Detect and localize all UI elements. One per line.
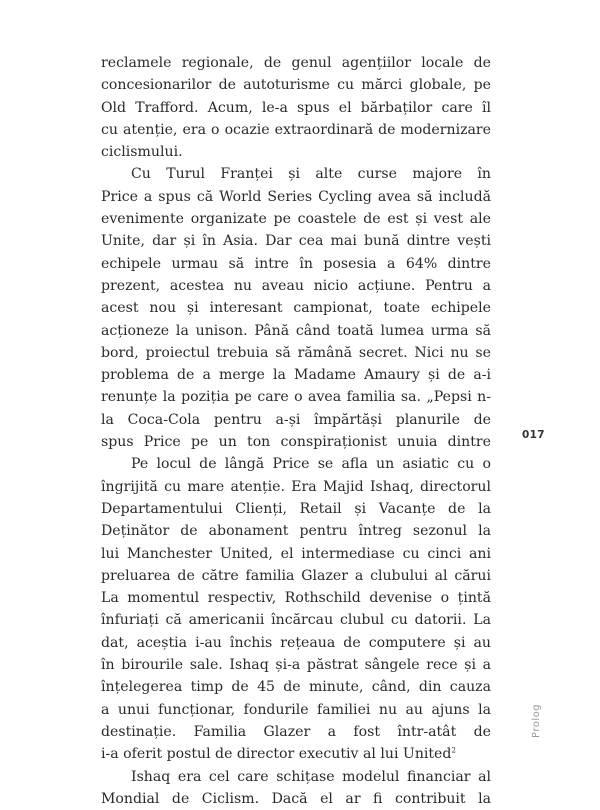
text-line (101, 743, 491, 765)
text-line: Unite, dar și în Asia. Dar cea mai bună dintre vești (101, 233, 491, 250)
text-line: Pe locul de lângă Price se afla un asiatic cu o (131, 456, 491, 473)
text-line: problema de a merge la Madame Amaury și de a-i (101, 367, 491, 384)
running-head: Prolog (531, 703, 542, 738)
text-line: Old Trafford. Acum, le-a spus el bărbaților care îl (101, 99, 491, 116)
body-text (101, 52, 491, 810)
text-line: reclamele regionale, de genul agențiilor locale de (101, 55, 491, 71)
text-line: destinație. Familia Glazer a fost într-atât de (101, 723, 491, 740)
text-line: ciclismului. (101, 144, 183, 161)
text-line: Departamentului Clienți, Retail și Vacanțe de la (101, 500, 491, 517)
text-line: acționeze la unison. Până când toată lumea urma să (101, 322, 491, 339)
text-line: Deținător de abonament pentru întreg sezonul la (101, 523, 491, 540)
text-line: lui Manchester United, el intermediase cu cinci ani (101, 545, 491, 562)
text-line: bord, proiectul trebuia să rămână secret. Nici nu se (101, 344, 491, 361)
text-line: Price a spus că World Series Cycling avea să includă (101, 188, 491, 205)
page-number: 017 (522, 429, 545, 441)
text-line: prezent, acestea nu aveau nicio acțiune. Pentru a (101, 277, 491, 294)
text-line: dat, aceștia i-au închis rețeaua de computere și au (101, 634, 491, 651)
text-line-content: i-a oferit postul de director executiv al lui United (101, 746, 452, 763)
text-line: a unui funcționar, fondurile familiei nu au ajuns la (101, 701, 491, 718)
text-line: La momentul respectiv, Rothschild devenise o țintă (101, 590, 491, 607)
footnote-reference[interactable]: 2 (451, 746, 456, 755)
text-line: Mondial de Ciclism. Dacă el ar fi contribuit la (101, 790, 491, 807)
text-line: înfuriați că americanii încărcau clubul cu datorii. La (101, 612, 491, 629)
text-line: Ishaq era cel care schițase modelul financiar al (131, 768, 491, 785)
text-line: acest nou și interesant campionat, toate echipele (101, 300, 491, 317)
text-line: înțelegerea timp de 45 de minute, când, din cauza (101, 679, 491, 696)
text-line: renunțe la poziția pe care o avea familia sa. „Pepsi n- (101, 389, 491, 406)
text-line: concesionarilor de autoturisme cu mărci globale, pe (101, 77, 491, 94)
text-line: Cu Turul Franței și alte curse majore în (131, 166, 491, 183)
text-line: preluarea de către familia Glazer a clubului al cărui (101, 567, 491, 584)
text-line: echipele urmau să intre în posesia a 64% dintre (101, 255, 491, 272)
text-line: în birourile sale. Ishaq și-a păstrat sângele rece și a (101, 657, 491, 674)
text-line: îngrijită cu mare atenție. Era Majid Ishaq, directorul (101, 478, 491, 495)
text-line: evenimente organizate pe coastele de est și vest ale (101, 211, 491, 228)
text-line: spus Price pe un ton conspiraționist unuia dintre (101, 434, 491, 451)
text-line: cu atenție, era o ocazie extraordinară de modernizare (101, 121, 491, 138)
text-line: la Coca-Cola pentru a-și împărtăși planurile de (101, 411, 491, 428)
